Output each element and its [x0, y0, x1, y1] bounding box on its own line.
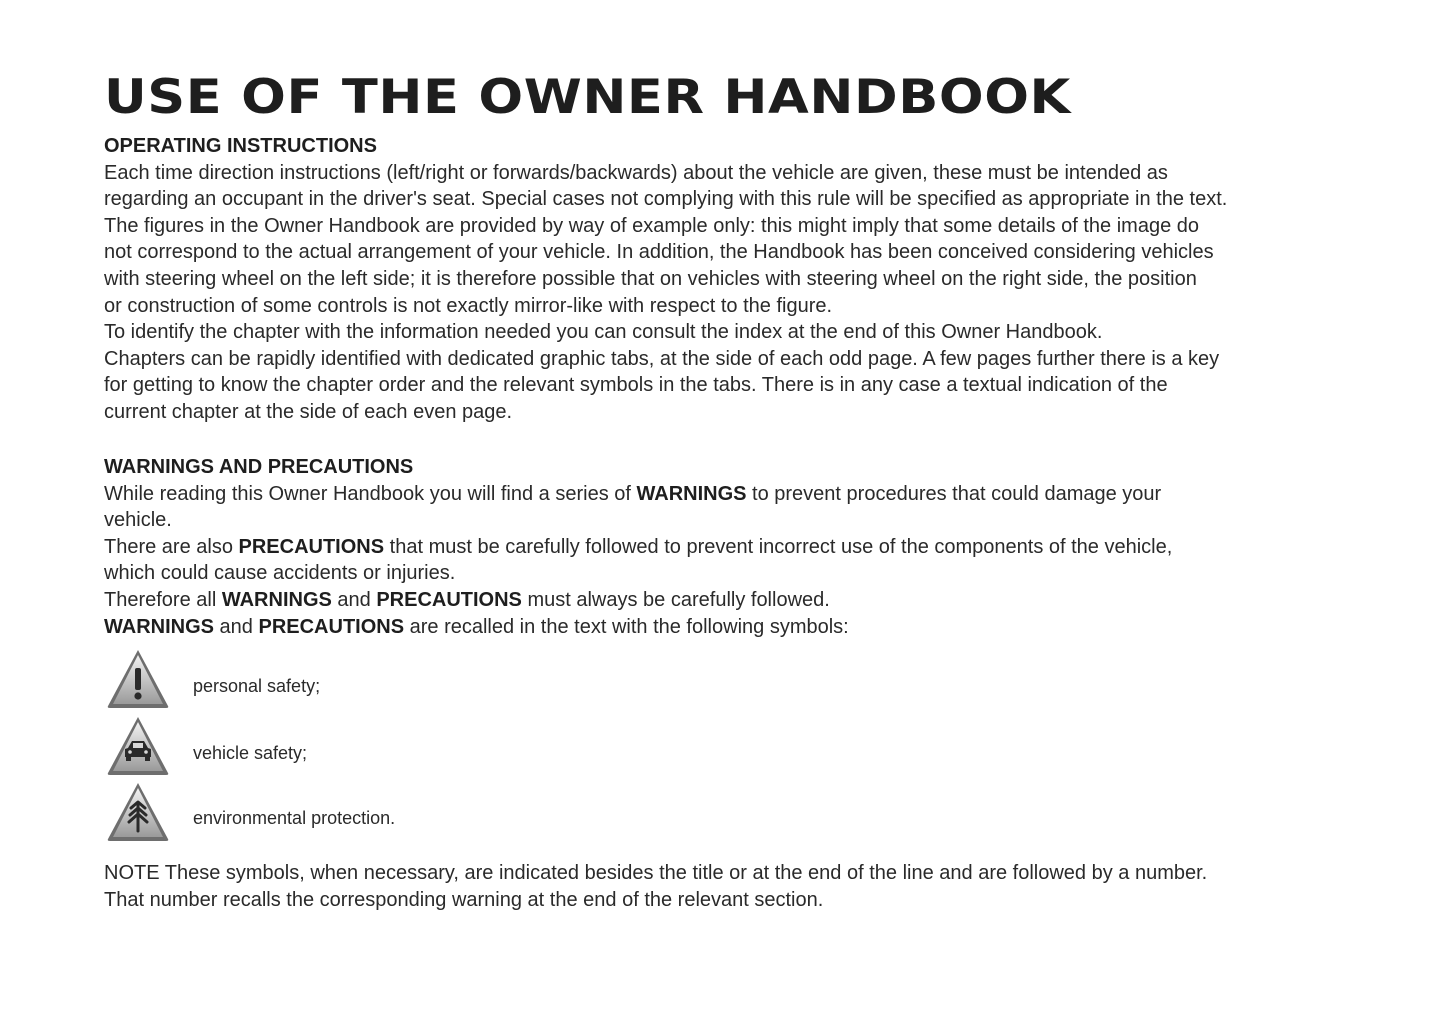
page-title: USE OF THE OWNER HANDBOOK — [104, 70, 1071, 125]
paragraph-line — [104, 481, 1344, 508]
paragraph-line: for getting to know the chapter order and the relevant symbols in the tabs. There is in any case a textual indication of the — [104, 374, 1168, 397]
text-run: must always be carefully followed. — [521, 588, 830, 611]
text-run: While reading this Owner Handbook you will find a series of — [104, 482, 637, 505]
paragraph-line — [104, 587, 1344, 614]
paragraph-line: The figures in the Owner Handbook are provided by way of example only: this might imply that some details of the image do — [104, 214, 1200, 237]
note-line: That number recalls the corresponding warning at the end of the relevant section. — [104, 888, 824, 911]
note-section — [104, 860, 1344, 913]
text-run: to prevent procedures that could damage your — [746, 482, 1162, 505]
paragraph-line: regarding an occupant in the driver's seat. Special cases not complying with this rule will be specified as appropriate in the text. — [104, 188, 1228, 211]
paragraph-line: current chapter at the side of each even page. — [104, 400, 513, 423]
warnings-keyword: WARNINGS — [221, 588, 332, 611]
symbol-row-vehicle-safety — [104, 715, 604, 779]
environmental-protection-icon — [106, 781, 170, 843]
precautions-keyword: PRECAUTIONS — [376, 588, 522, 611]
operating-instructions-section — [104, 133, 1344, 426]
symbol-label: environmental protection. — [193, 808, 396, 828]
symbol-row-environmental-protection — [104, 781, 604, 845]
paragraph-line: or construction of some controls is not exactly mirror-like with respect to the figure. — [104, 294, 833, 317]
text-run: and — [331, 588, 377, 611]
paragraph-line: not correspond to the actual arrangement of your vehicle. In addition, the Handbook has been conceived considering vehicles — [104, 241, 1214, 264]
warnings-keyword: WARNINGS — [636, 482, 747, 505]
warnings-precautions-section — [104, 454, 1344, 640]
paragraph-line — [104, 614, 1344, 641]
paragraph-line: Each time direction instructions (left/right or forwards/backwards) about the vehicle are given, these must be intended as — [104, 161, 1168, 184]
text-run: There are also — [104, 535, 239, 558]
paragraph-line: which could cause accidents or injuries. — [104, 562, 456, 585]
symbol-row-personal-safety — [104, 648, 604, 712]
paragraph-line: Chapters can be rapidly identified with dedicated graphic tabs, at the side of each odd page. A few pages further there is a key — [104, 347, 1220, 370]
paragraph-line: with steering wheel on the left side; it is therefore possible that on vehicles with steering wheel on the right side, the position — [104, 267, 1197, 290]
text-run: are recalled in the text with the following symbols: — [404, 615, 849, 638]
paragraph-line — [104, 534, 1344, 561]
text-run: Therefore all — [104, 588, 222, 611]
operating-instructions-heading: OPERATING INSTRUCTIONS — [104, 135, 377, 157]
paragraph-line: vehicle. — [104, 509, 172, 532]
vehicle-safety-icon — [106, 715, 170, 777]
precautions-keyword: PRECAUTIONS — [238, 535, 385, 558]
symbol-label: personal safety; — [193, 676, 321, 696]
warnings-precautions-heading: WARNINGS AND PRECAUTIONS — [104, 456, 414, 478]
personal-safety-icon — [106, 648, 170, 710]
note-line: NOTE These symbols, when necessary, are indicated besides the title or at the end of the line and are followed by a number. — [104, 862, 1208, 884]
warnings-keyword: WARNINGS — [104, 615, 214, 638]
paragraph-line: To identify the chapter with the information needed you can consult the index at the end of this Owner Handbook. — [104, 321, 1103, 344]
text-run: that must be carefully followed to prevent incorrect use of the components of the vehicle, — [384, 535, 1173, 558]
symbol-label: vehicle safety; — [193, 743, 308, 763]
text-run: and — [214, 615, 259, 638]
precautions-keyword: PRECAUTIONS — [258, 615, 405, 638]
